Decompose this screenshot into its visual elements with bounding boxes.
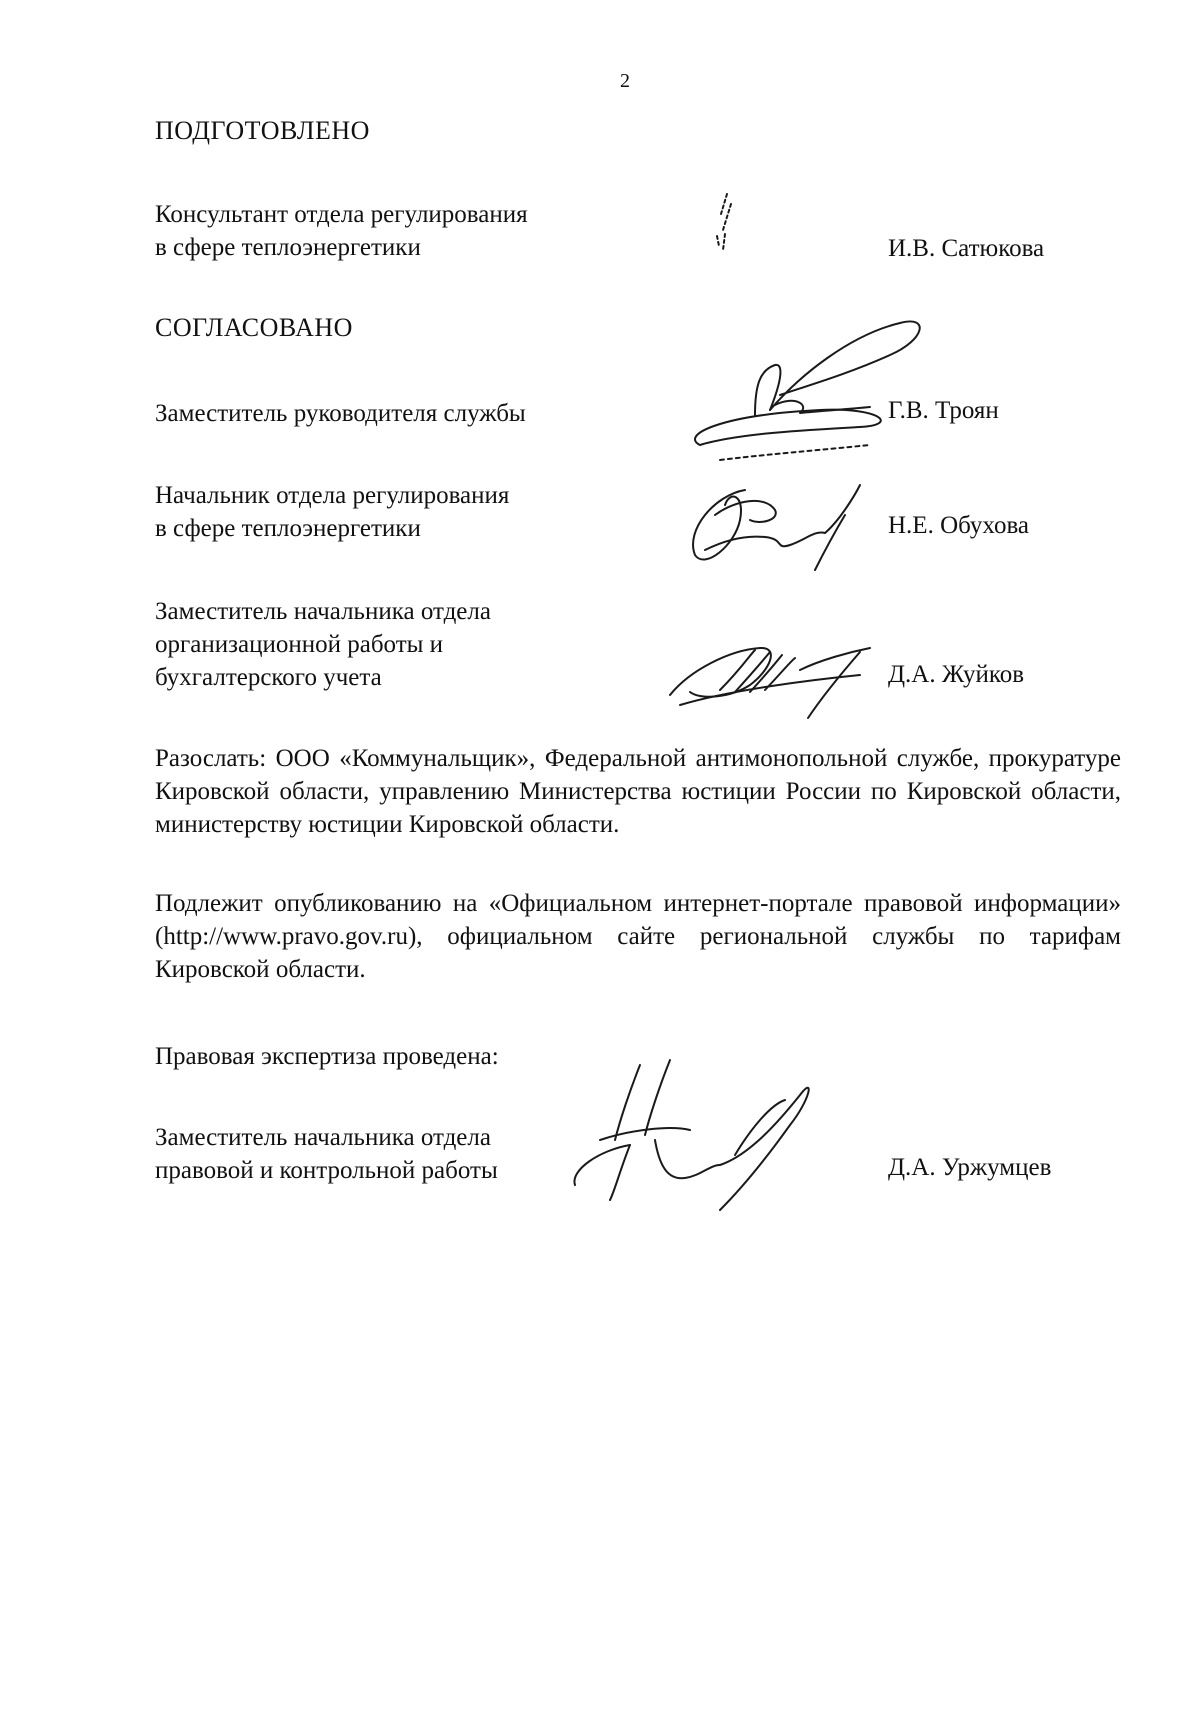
- signature-satyukova: [705, 190, 745, 260]
- legal-review-heading: Правовая экспертиза проведена:: [155, 1043, 499, 1070]
- signature-obukhova: [675, 475, 875, 575]
- signature-zhuykov: [660, 630, 900, 720]
- head-dept-name: Н.Е. Обухова: [888, 512, 1030, 539]
- deputy-dept-position-line-3: бухгалтерского учета: [155, 664, 382, 691]
- deputy-dept-position-line-2: организационной работы и: [155, 631, 444, 658]
- deputy-head-position: Заместитель руководителя службы: [155, 400, 526, 427]
- head-dept-position-line-2: в сфере теплоэнергетики: [155, 515, 421, 542]
- prepared-name: И.В. Сатюкова: [888, 235, 1045, 262]
- page-number: 2: [620, 70, 630, 92]
- signature-troyan: [660, 315, 920, 475]
- distribution-paragraph: Разослать: ООО «Коммунальщик», Федеральной антимонопольной службе, прокуратуре Кировской области, управлению Министерства юстиции России по Кировской области, министерству юстиции Кировской области.: [155, 745, 1121, 838]
- agreed-heading: СОГЛАСОВАНО: [155, 313, 353, 342]
- prepared-position-line-1: Консультант отдела регулирования: [155, 201, 528, 228]
- legal-review-position-line-1: Заместитель начальника отдела: [155, 1124, 491, 1151]
- deputy-dept-position-line-1: Заместитель начальника отдела: [155, 598, 491, 625]
- prepared-position-line-2: в сфере теплоэнергетики: [155, 234, 421, 261]
- head-dept-position-line-1: Начальник отдела регулирования: [155, 482, 510, 509]
- deputy-dept-name: Д.А. Жуйков: [888, 661, 1025, 688]
- deputy-head-name: Г.В. Троян: [888, 397, 999, 424]
- legal-review-position-line-2: правовой и контрольной работы: [155, 1157, 498, 1184]
- prepared-heading: ПОДГОТОВЛЕНО: [155, 116, 370, 145]
- signature-urzhumtsev: [560, 1060, 860, 1230]
- publication-paragraph: Подлежит опубликованию на «Официальном интернет-портале правовой информации» (http://www.pravo.gov.ru), официальном сайте региональной службы по тарифам Кировской области.: [155, 890, 1121, 983]
- legal-review-name: Д.А. Уржумцев: [888, 1154, 1052, 1181]
